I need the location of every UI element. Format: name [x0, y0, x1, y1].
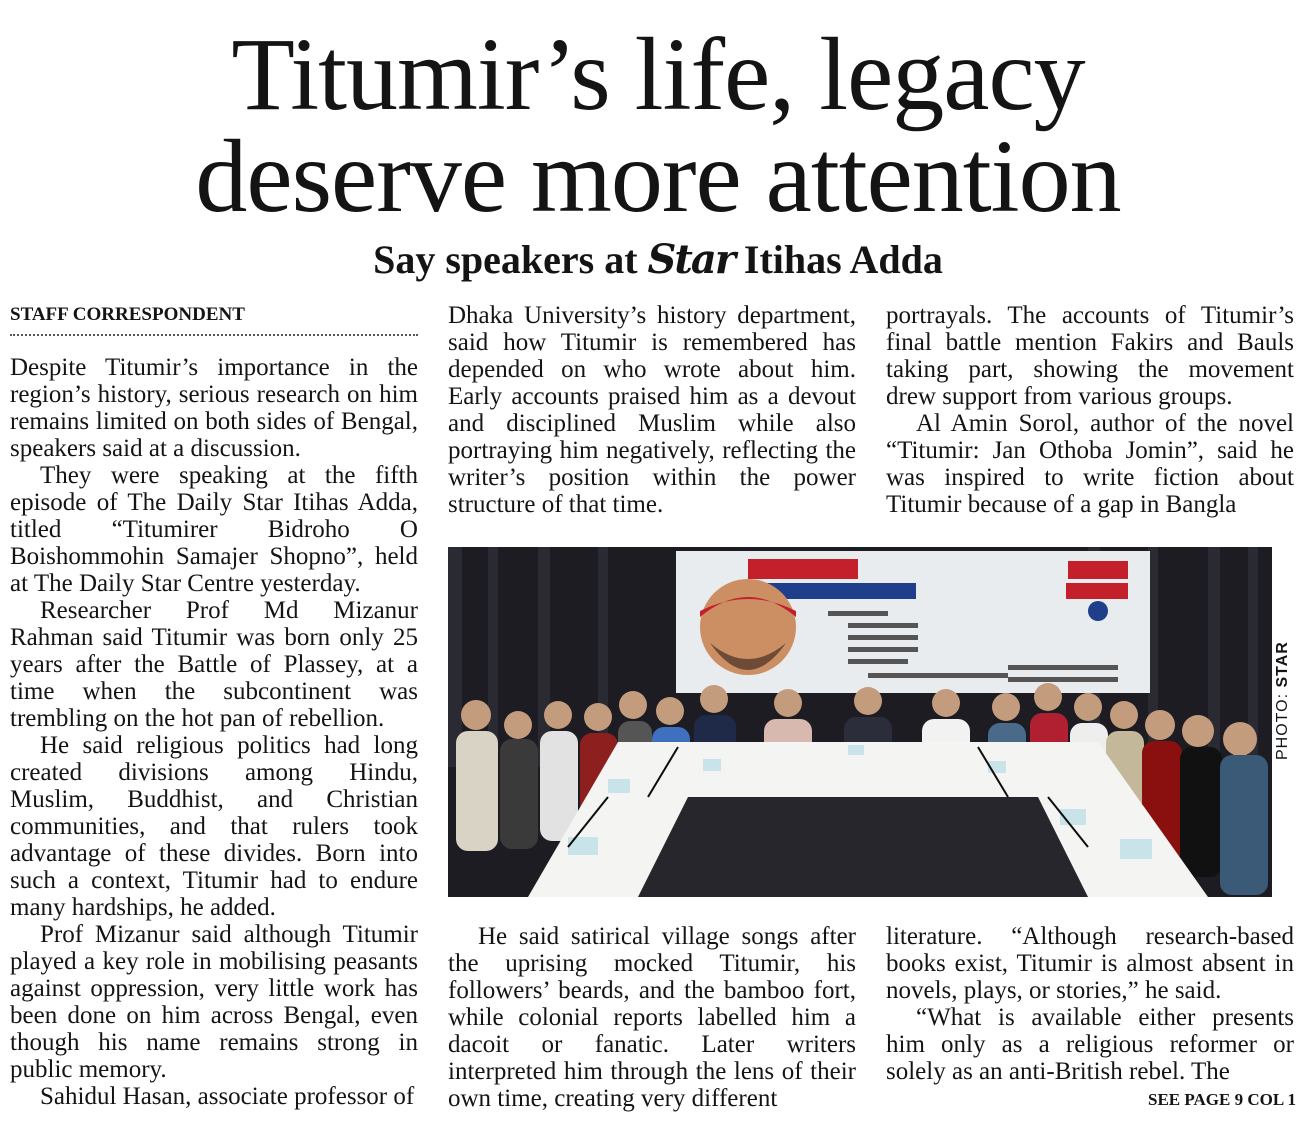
paragraph: He said satirical village songs after the uprising mocked Titumir, his followers’ beards, and the bamboo fort, while colonial reports labelled him a dacoit or fanatic. Later writers interpreted him through the lens of their own time, creating very different	[448, 923, 856, 1112]
paragraph: Prof Mizanur said although Titumir played a key role in mobilising peasants against oppression, very little work has been done on him across Bengal, even though his name remains strong in public memory.	[10, 921, 418, 1083]
paragraph: They were speaking at the fifth episode of The Daily Star Itihas Adda, titled “Titumirer Bidroho O Boishommohin Samajer Shopno”, held at The Daily Star Centre yesterday.	[10, 462, 418, 597]
star-logo: Star	[647, 236, 734, 283]
headline-line-1: Titumir’s life, legacy	[231, 17, 1085, 132]
byline: STAFF CORRESPONDENT	[10, 304, 418, 336]
photo-credit	[1274, 641, 1292, 760]
subhead-suffix: Itihas Adda	[743, 237, 943, 282]
column-2-bottom	[448, 923, 856, 1112]
column-3-top	[886, 302, 1294, 518]
paragraph: portrayals. The accounts of Titumir’s final battle mention Fakirs and Bauls taking part, showing the movement drew support from various groups.	[886, 302, 1294, 410]
paragraph: Al Amin Sorol, author of the novel “Titumir: Jan Othoba Jomin”, said he was inspired to write fiction about Titumir because of a gap in Bangla	[886, 410, 1294, 518]
event-photo	[448, 547, 1272, 897]
continuation-note: SEE PAGE 9 COL 1	[1148, 1090, 1296, 1109]
paragraph: Researcher Prof Md Mizanur Rahman said Titumir was born only 25 years after the Battle of Plassey, at a time when the subcontinent was trembling on the hot pan of rebellion.	[10, 597, 418, 732]
subhead-prefix: Say speakers at	[373, 237, 638, 282]
paragraph: He said religious politics had long created divisions among Hindu, Muslim, Buddhist, and Christian communities, and that rulers took advantage of these divides. Born into such a context, Titumir had to endure many hardships, he added.	[10, 732, 418, 921]
column-3-bottom	[886, 923, 1294, 1085]
headline-line-2: deserve more attention	[195, 119, 1121, 234]
paragraph: Despite Titumir’s importance in the region’s history, serious research on him remains limited on both sides of Bengal, speakers said at a discussion.	[10, 354, 418, 462]
column-1	[10, 354, 418, 1110]
subheadline	[0, 236, 1316, 284]
headline	[0, 17, 1316, 234]
paragraph: literature. “Although research-based books exist, Titumir is almost absent in novels, plays, or stories,” he said.	[886, 923, 1294, 1004]
paragraph: “What is available either presents him only as a religious reformer or solely as an anti-British rebel. The	[886, 1004, 1294, 1085]
photo-illustration	[448, 547, 1272, 897]
credit-source: STAR	[1274, 641, 1291, 688]
credit-prefix: PHOTO:	[1274, 692, 1291, 760]
paragraph: Sahidul Hasan, associate professor of	[40, 1083, 415, 1110]
paragraph: Dhaka University’s history department, said how Titumir is remembered has depended on who wrote about him. Early accounts praised him as a devout and disciplined Muslim while also portraying him negatively, reflecting the writer’s position within the power structure of that time.	[448, 302, 856, 518]
column-2-top	[448, 302, 856, 518]
